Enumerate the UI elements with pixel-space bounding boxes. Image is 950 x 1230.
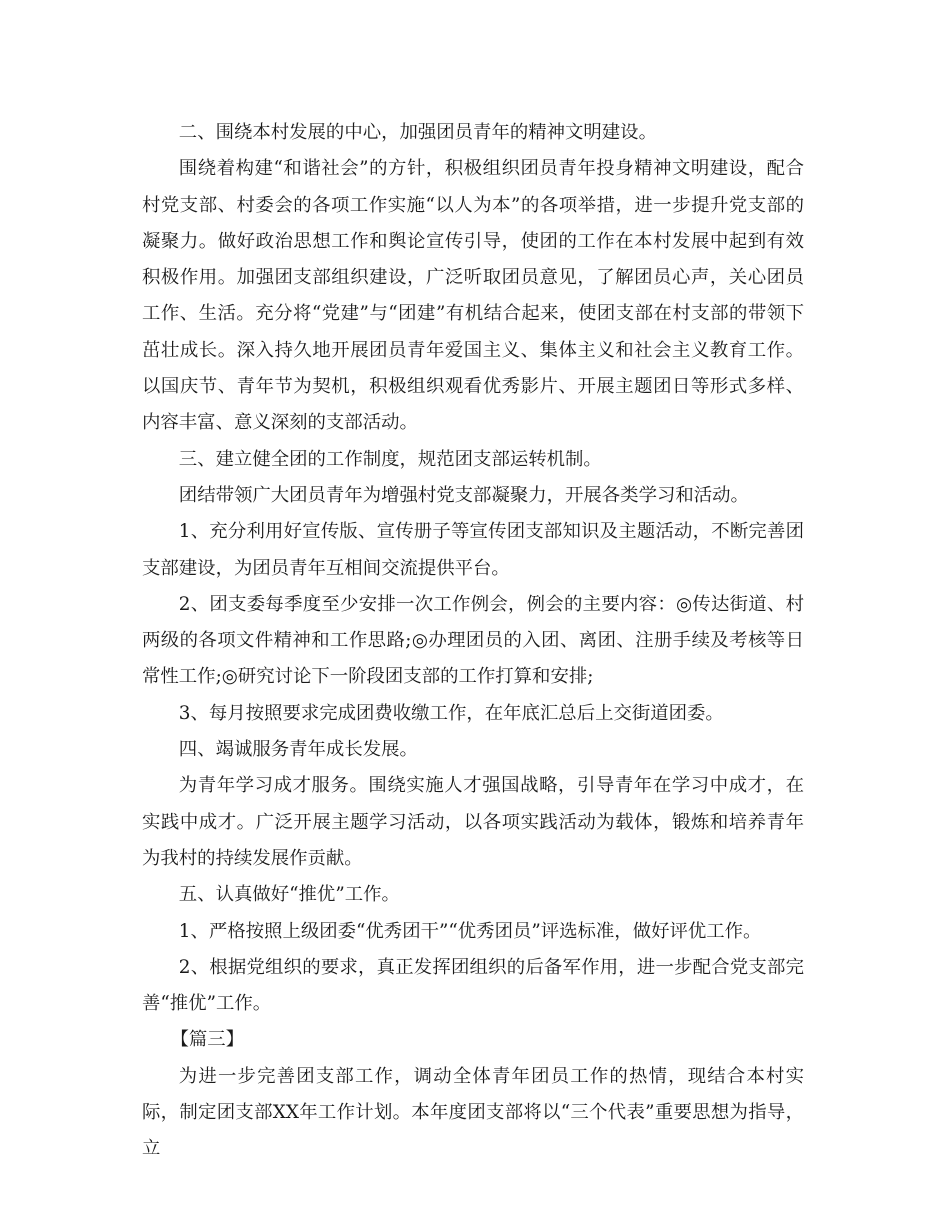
list-item: 2、根据党组织的要求，真正发挥团组织的后备军作用，进一步配合党支部完善“推优”工作。 [142, 956, 804, 1015]
paragraph: 为青年学习成才服务。围绕实施人才强国战略，引导青年在学习中成才，在实践中成才。广泛开展主题学习活动，以各项实践活动为载体，锻炼和培养青年为我村的持续发展作贡献。 [142, 775, 804, 869]
section-heading-3: 三、建立健全团的工作制度，规范团支部运转机制。 [178, 448, 602, 470]
document-body [142, 115, 804, 1168]
section-heading-4: 四、竭诚服务青年成长发展。 [178, 739, 418, 761]
list-item: 2、团支委每季度至少安排一次工作例会，例会的主要内容：◎传达街道、村两级的各项文件精神和工作思路;◎办理团员的入团、离团、注册手续及考核等日常性工作;◎研究讨论下一阶段团支部的工作打算和安排; [142, 593, 804, 688]
list-item: 1、严格按照上级团委“优秀团干”“优秀团员”评选标准，做好评优工作。 [178, 920, 762, 942]
paragraph: 围绕着构建“和谐社会”的方针，积极组织团员青年投身精神文明建设，配合村党支部、村委会的各项工作实施“以人为本”的各项举措，进一步提升党支部的凝聚力。做好政治思想工作和舆论宣传引导，使团的工作在本村发展中起到有效积极作用。加强团支部组织建设，广泛听取团员意见，了解团员心声，关心团员工作、生活。充分将“党建”与“团建”有机结合起来，使团支部在村支部的带领下茁壮成长。深入持久地开展团员青年爱国主义、集体主义和社会主义教育工作。以国庆节、青年节为契机，积极组织观看优秀影片、开展主题团日等形式多样、内容丰富、意义深刻的支部活动。 [142, 158, 804, 434]
paragraph: 团结带领广大团员青年为增强村党支部凝聚力，开展各类学习和活动。 [178, 484, 749, 506]
section-heading-5: 五、认真做好“推优”工作。 [178, 884, 400, 906]
section-heading-2: 二、围绕本村发展的中心，加强团员青年的精神文明建设。 [178, 122, 657, 143]
paragraph: 为进一步完善团支部工作，调动全体青年团员工作的热情，现结合本村实际，制定团支部XX年工作计划。本年度团支部将以“三个代表”重要思想为指导，立 [142, 1065, 804, 1160]
part-heading: 【篇三】 [170, 1029, 245, 1051]
list-item: 3、每月按照要求完成团费收缴工作，在年底汇总后上交街道团委。 [178, 702, 724, 724]
list-item: 1、充分利用好宣传版、宣传册子等宣传团支部知识及主题活动，不断完善团支部建设，为团员青年互相间交流提供平台。 [142, 521, 804, 579]
